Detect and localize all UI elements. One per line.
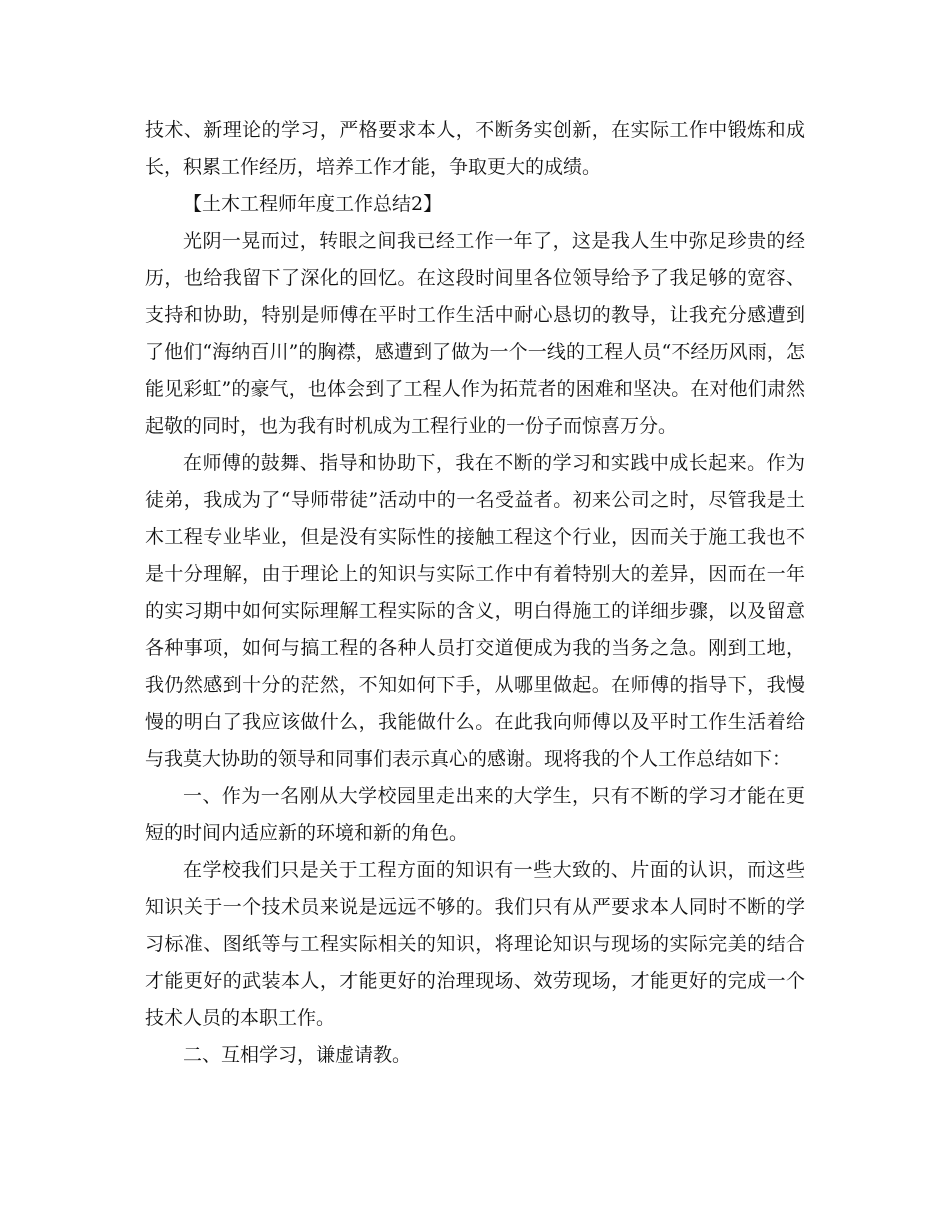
- paragraph: 在学校我们只是关于工程方面的知识有一些大致的、片面的认识，而这些知识关于一个技术员来说是远远不够的。我们只有从严要求本人同时不断的学习标准、图纸等与工程实际相关的知识，将理论知识与现场的实际完美的结合才能更好的武装本人，才能更好的治理现场、效劳现场，才能更好的完成一个技术人员的本职工作。: [145, 859, 805, 1029]
- section-heading: 【土木工程师年度工作总结2】: [183, 193, 443, 215]
- paragraph: 在师傅的鼓舞、指导和协助下，我在不断的学习和实践中成长起来。作为徒弟，我成为了“导师带徒”活动中的一名受益者。初来公司之时，尽管我是土木工程专业毕业，但是没有实际性的接触工程这个行业，因而关于施工我也不是十分理解，由于理论上的知识与实际工作中有着特别大的差异，因而在一年的实习期中如何实际理解工程实际的含义，明白得施工的详细步骤，以及留意各种事项，如何与搞工程的各种人员打交道便成为我的当务之急。刚到工地，我仍然感到十分的茫然，不知如何下手，从哪里做起。在师傅的指导下，我慢慢的明白了我应该做什么，我能做什么。在此我向师傅以及平时工作生活着给与我莫大协助的领导和同事们表示真心的感谢。现将我的个人工作总结如下：: [145, 452, 805, 770]
- paragraph-continuation: 技术、新理论的学习，严格要求本人，不断务实创新，在实际工作中锻炼和成长，积累工作经历，培养工作才能，争取更大的成绩。: [145, 119, 805, 178]
- document-body: [145, 112, 805, 1074]
- paragraph: 一、作为一名刚从大学校园里走出来的大学生，只有不断的学习才能在更短的时间内适应新的环境和新的角色。: [145, 785, 805, 844]
- paragraph: 二、互相学习，谦虚请教。: [183, 1044, 412, 1066]
- paragraph: 光阴一晃而过，转眼之间我已经工作一年了，这是我人生中弥足珍贵的经历，也给我留下了深化的回忆。在这段时间里各位领导给予了我足够的宽容、支持和协助，特别是师傅在平时工作生活中耐心恳切的教导，让我充分感遭到了他们“海纳百川”的胸襟，感遭到了做为一个一线的工程人员“不经历风雨，怎能见彩虹”的豪气，也体会到了工程人作为拓荒者的困难和坚决。在对他们肃然起敬的同时，也为我有时机成为工程行业的一份子而惊喜万分。: [145, 230, 805, 437]
